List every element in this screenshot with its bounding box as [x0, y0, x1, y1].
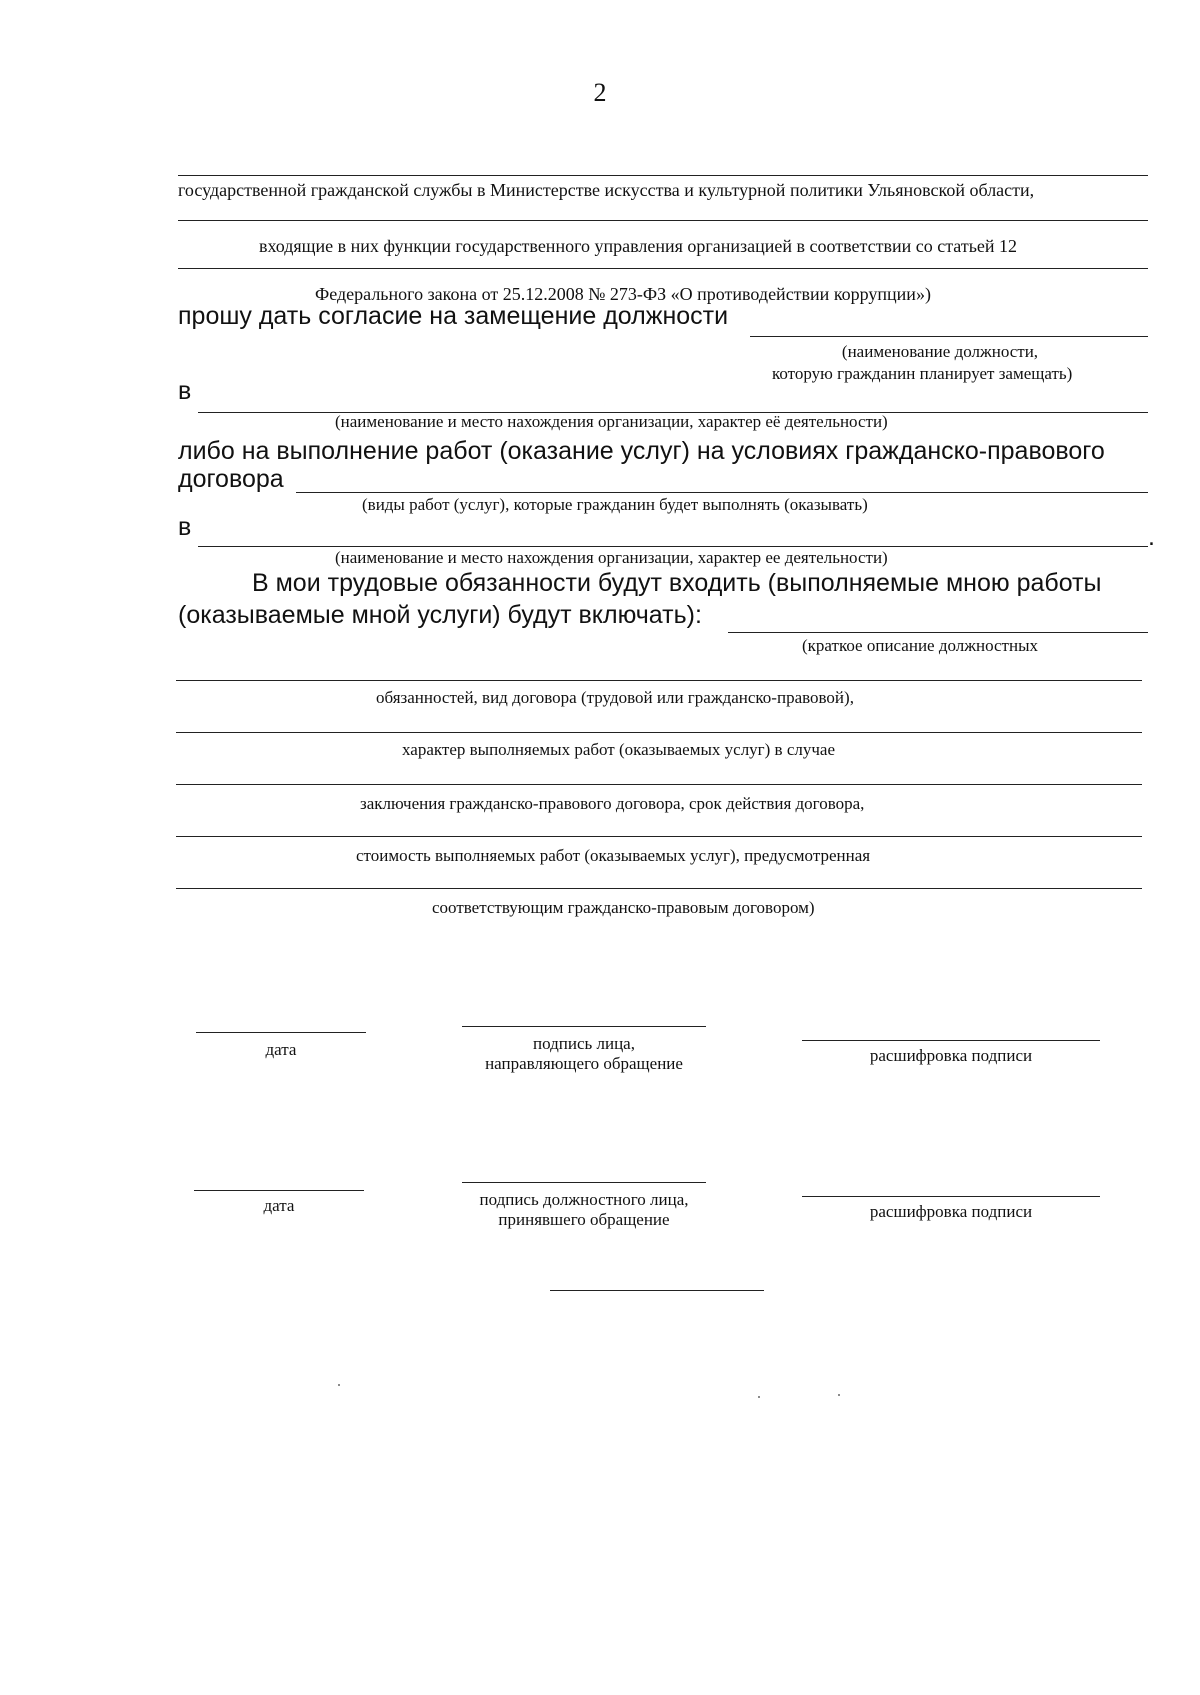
duties-text-2: (оказываемые мной услуги) будут включать):	[178, 601, 702, 629]
duties-hint-6: соответствующим гражданско-правовым договором)	[432, 898, 815, 917]
duties-hint-2: обязанностей, вид договора (трудовой или гражданско-правовой),	[376, 688, 854, 707]
duties-blank-4[interactable]	[176, 784, 1142, 785]
decode-label-1: расшифровка подписи	[869, 1046, 1033, 1065]
header-line-3-rule	[178, 268, 1148, 269]
scan-speck	[838, 1394, 840, 1396]
scan-speck	[338, 1384, 340, 1386]
date-blank-1[interactable]	[196, 1032, 366, 1033]
duties-blank-1[interactable]	[728, 632, 1148, 633]
position-blank[interactable]	[750, 336, 1148, 337]
contract-blank[interactable]	[296, 492, 1148, 493]
org2-prefix: в	[178, 513, 192, 541]
decode-blank-2[interactable]	[802, 1196, 1100, 1197]
decode-blank-1[interactable]	[802, 1040, 1100, 1041]
header-text-1: государственной гражданской службы в Министерстве искусства и культурной политики Ульяновской области,	[178, 180, 1035, 200]
signature-label-1a: подпись лица,	[533, 1034, 635, 1053]
duties-text-1: В мои трудовые обязанности будут входить (выполняемые мною работы	[252, 569, 1102, 597]
page-number: 2	[593, 78, 607, 107]
date-label-2: дата	[263, 1196, 295, 1215]
decode-label-2: расшифровка подписи	[869, 1202, 1033, 1221]
scan-speck	[758, 1396, 760, 1398]
org2-period: .	[1148, 523, 1155, 551]
date-label-1: дата	[265, 1040, 297, 1059]
org1-prefix: в	[178, 377, 192, 405]
contract-hint: (виды работ (услуг), которые гражданин будет выполнять (оказывать)	[362, 495, 868, 514]
header-line-1-rule	[178, 175, 1148, 176]
header-line-2-rule	[178, 220, 1148, 221]
header-text-3: Федерального закона от 25.12.2008 № 273-ФЗ «О противодействии коррупции»)	[315, 284, 931, 304]
signature-blank-2[interactable]	[462, 1182, 706, 1183]
position-hint-1: (наименование должности,	[841, 342, 1039, 361]
duties-blank-2[interactable]	[176, 680, 1142, 681]
duties-hint-1: (краткое описание должностных	[802, 636, 1039, 655]
signature-label-2b: принявшего обращение	[498, 1210, 670, 1229]
request-text: прошу дать согласие на замещение должности	[178, 302, 729, 330]
contract-text-2: договора	[178, 465, 284, 493]
duties-blank-6[interactable]	[176, 888, 1142, 889]
contract-text-1: либо на выполнение работ (оказание услуг) на условиях гражданско-правового	[178, 437, 1105, 465]
header-text-2: входящие в них функции государственного управления организацией в соответствии со статьей 12	[258, 236, 1018, 256]
signature-label-1b: направляющего обращение	[485, 1054, 683, 1073]
duties-hint-4: заключения гражданско-правового договора, срок действия договора,	[360, 794, 865, 813]
signature-label-2a: подпись должностного лица,	[479, 1190, 689, 1209]
org2-blank[interactable]	[198, 546, 1148, 547]
position-hint-2: которую гражданин планирует замещать)	[772, 364, 1073, 383]
duties-blank-5[interactable]	[176, 836, 1142, 837]
org2-hint: (наименование и место нахождения организации, характер ее деятельности)	[335, 548, 888, 567]
closing-separator	[550, 1290, 764, 1291]
duties-hint-3: характер выполняемых работ (оказываемых услуг) в случае	[402, 740, 836, 759]
duties-blank-3[interactable]	[176, 732, 1142, 733]
signature-blank-1[interactable]	[462, 1026, 706, 1027]
date-blank-2[interactable]	[194, 1190, 364, 1191]
org1-hint: (наименование и место нахождения организации, характер её деятельности)	[335, 412, 888, 431]
duties-hint-5: стоимость выполняемых работ (оказываемых услуг), предусмотренная	[356, 846, 871, 865]
